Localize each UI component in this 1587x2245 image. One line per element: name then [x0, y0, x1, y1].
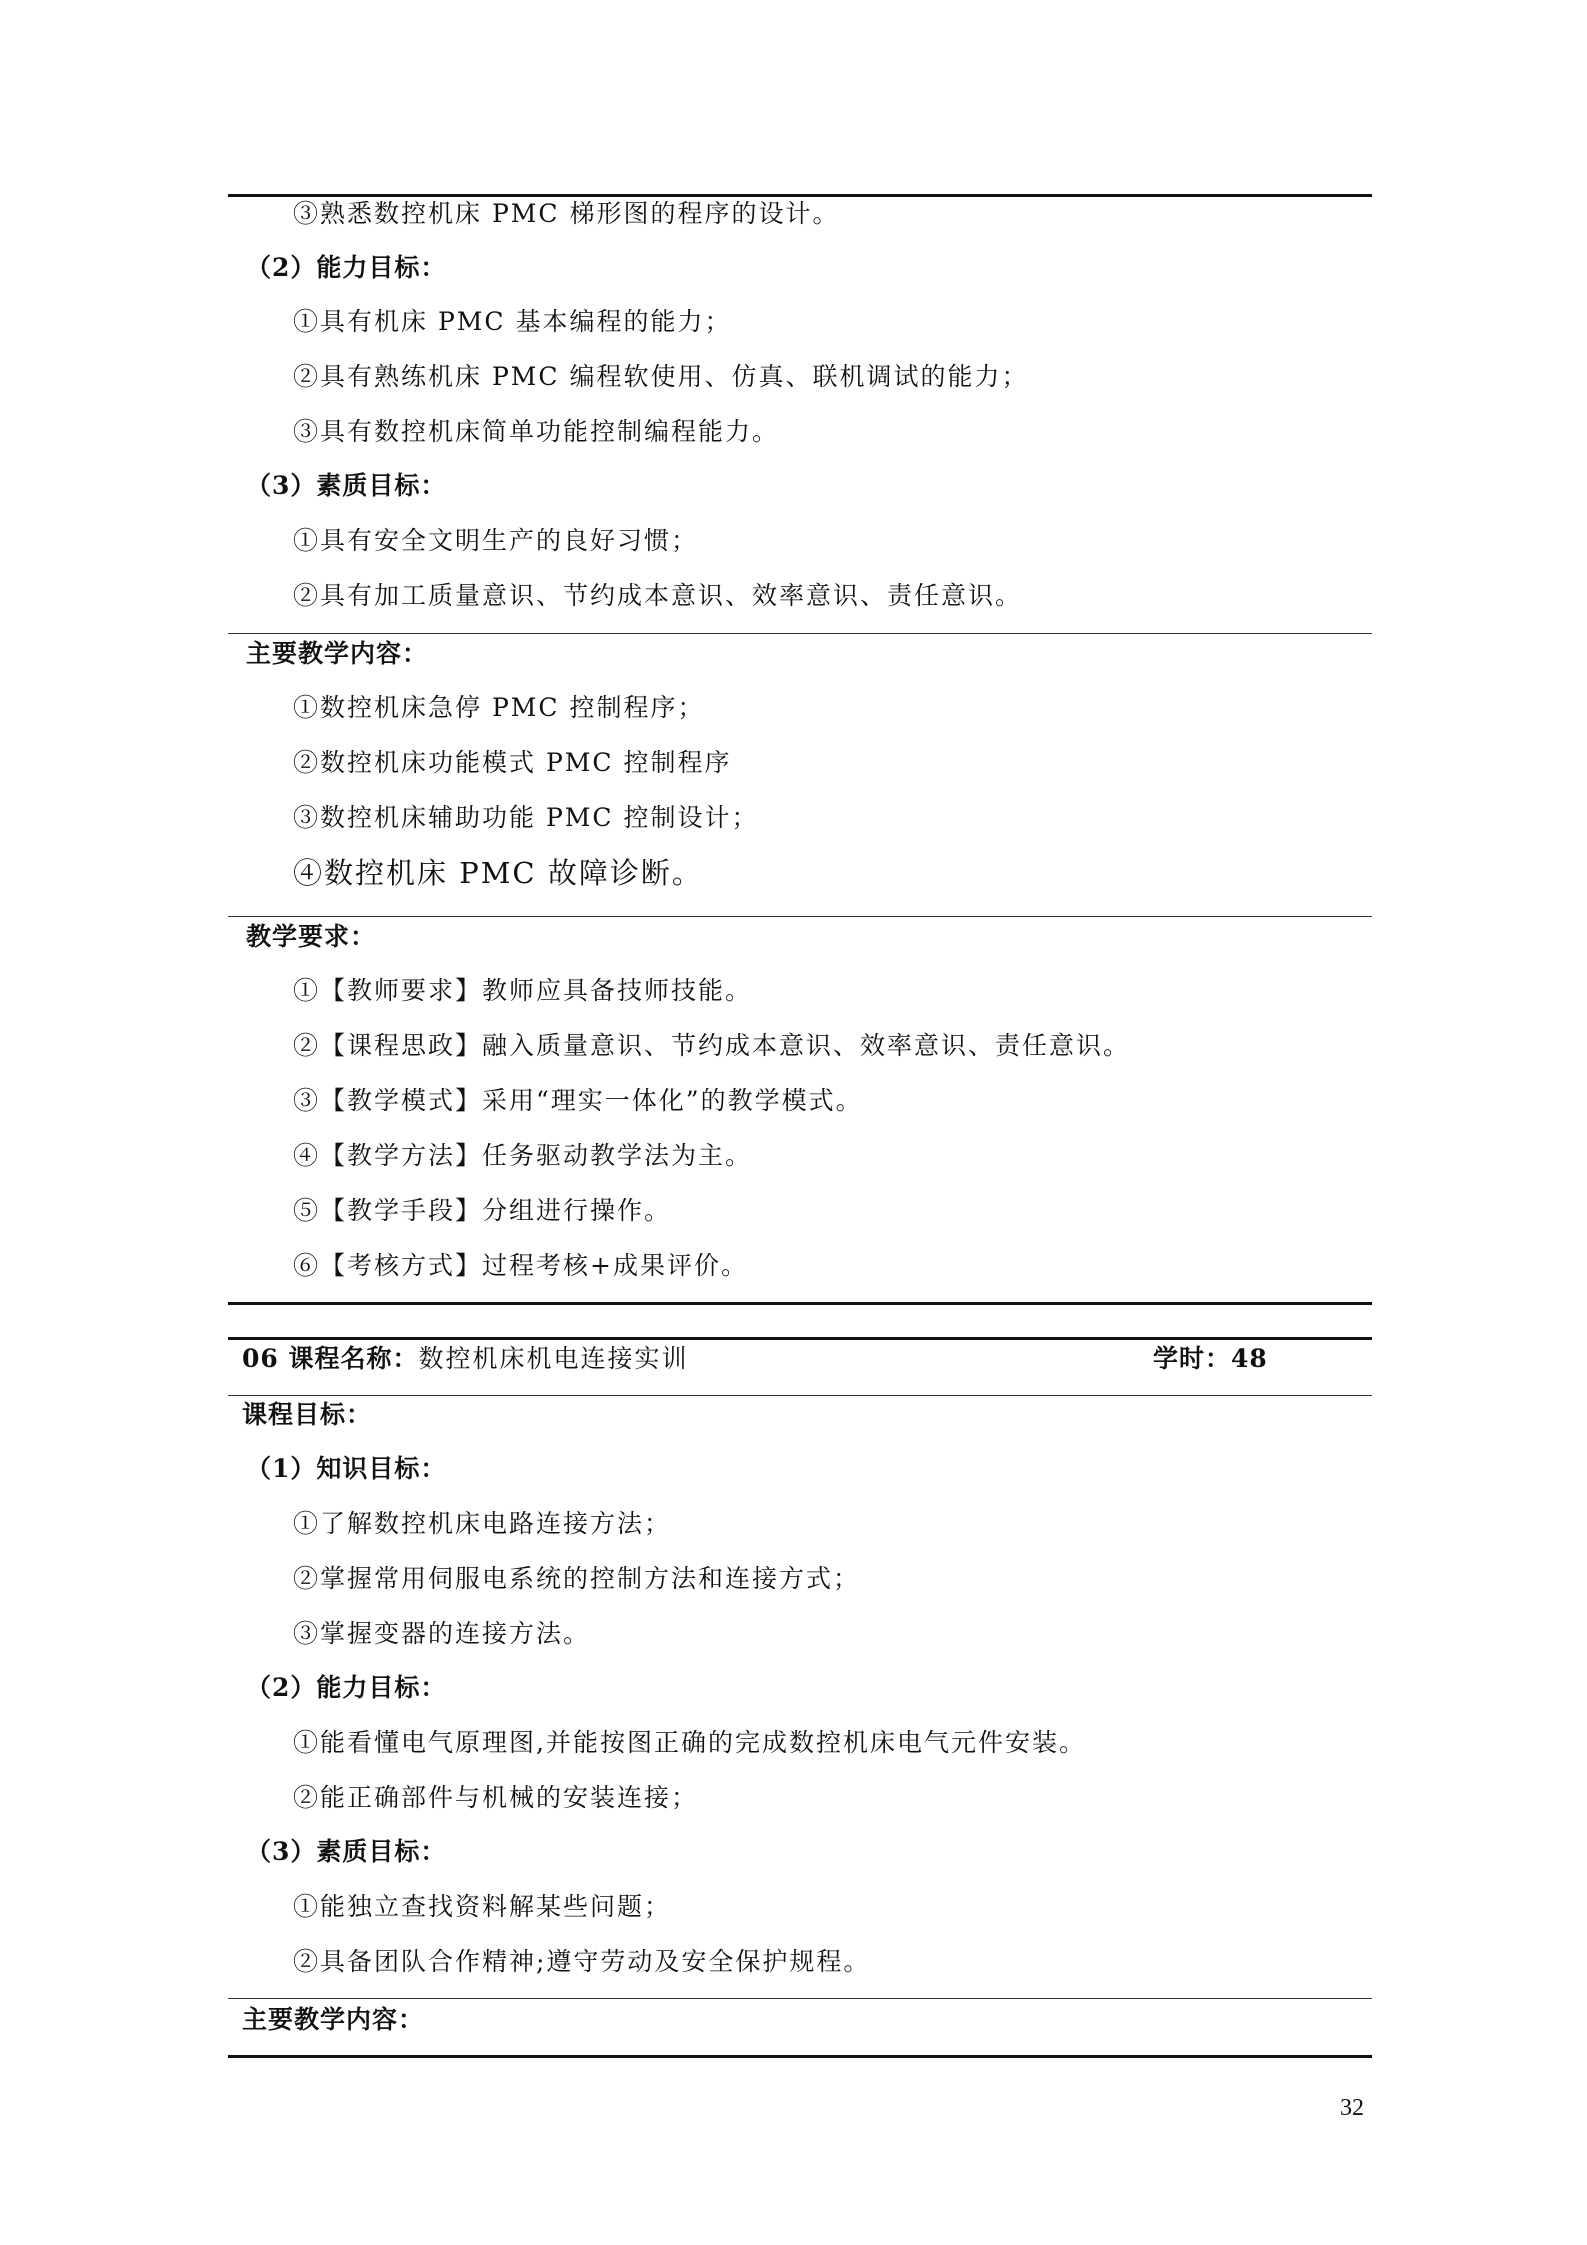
- content-item: ③数控机床辅助功能 PMC 控制设计；: [293, 803, 759, 832]
- requirement-item: ⑤【教学手段】分组进行操作。: [293, 1196, 672, 1225]
- knowledge-item: ③掌握变器的连接方法。: [293, 1619, 591, 1648]
- table-top-border: [228, 1337, 1372, 1340]
- objectives-heading: 课程目标：: [242, 1400, 373, 1429]
- knowledge-heading: （1）知识目标：: [246, 1454, 447, 1483]
- page-number: 32: [1340, 2095, 1364, 2121]
- quality-item: ②具备团队合作精神;遵守劳动及安全保护规程。: [293, 1947, 871, 1976]
- course-name-row: [242, 1342, 689, 1376]
- requirements-heading: 教学要求：: [246, 922, 377, 951]
- content-item: ④数控机床 PMC 故障诊断。: [293, 856, 703, 890]
- knowledge-item: ①了解数控机床电路连接方法；: [293, 1509, 672, 1538]
- requirement-item: ⑥【考核方式】过程考核+成果评价。: [293, 1251, 748, 1280]
- requirement-item: ④【教学方法】任务驱动教学法为主。: [293, 1141, 753, 1170]
- course-name: 数控机床机电连接实训: [418, 1344, 689, 1373]
- quality-item: ①能独立查找资料解某些问题；: [293, 1892, 672, 1921]
- content-heading: 主要教学内容：: [242, 2005, 425, 2034]
- quality-heading: （3）素质目标：: [246, 1837, 447, 1866]
- ability-item: ②具有熟练机床 PMC 编程软使用、仿真、联机调试的能力；: [293, 362, 1029, 391]
- row-divider: [228, 1395, 1372, 1396]
- table-bottom-border: [228, 2055, 1372, 2058]
- ability-heading: （2）能力目标：: [246, 253, 447, 282]
- course-section-electromechanical: [228, 0, 1372, 2070]
- course-label: 06 课程名称：: [242, 1344, 419, 1373]
- requirement-item: ②【课程思政】融入质量意识、节约成本意识、效率意识、责任意识。: [293, 1031, 1131, 1060]
- content-heading: 主要教学内容：: [246, 639, 429, 668]
- course-hours: 学时：48: [1153, 1344, 1268, 1373]
- content-item: ①数控机床急停 PMC 控制程序；: [293, 693, 705, 722]
- content-item: ②数控机床功能模式 PMC 控制程序: [293, 748, 732, 777]
- ability-item: ②能正确部件与机械的安装连接；: [293, 1783, 699, 1812]
- ability-item: ③具有数控机床简单功能控制编程能力。: [293, 417, 780, 446]
- knowledge-item: ③熟悉数控机床 PMC 梯形图的程序的设计。: [293, 199, 840, 228]
- quality-heading: （3）素质目标：: [246, 471, 447, 500]
- row-divider: [228, 1998, 1372, 1999]
- requirement-item: ③【教学模式】采用“理实一体化”的教学模式。: [293, 1086, 863, 1115]
- ability-heading: （2）能力目标：: [246, 1673, 447, 1702]
- quality-item: ①具有安全文明生产的良好习惯；: [293, 526, 699, 555]
- quality-item: ②具有加工质量意识、节约成本意识、效率意识、责任意识。: [293, 581, 1023, 610]
- requirement-item: ①【教师要求】教师应具备技师技能。: [293, 976, 753, 1005]
- knowledge-item: ②掌握常用伺服电系统的控制方法和连接方式；: [293, 1564, 861, 1593]
- ability-item: ①能看懂电气原理图,并能按图正确的完成数控机床电气元件安装。: [293, 1728, 1086, 1757]
- ability-item: ①具有机床 PMC 基本编程的能力；: [293, 307, 732, 336]
